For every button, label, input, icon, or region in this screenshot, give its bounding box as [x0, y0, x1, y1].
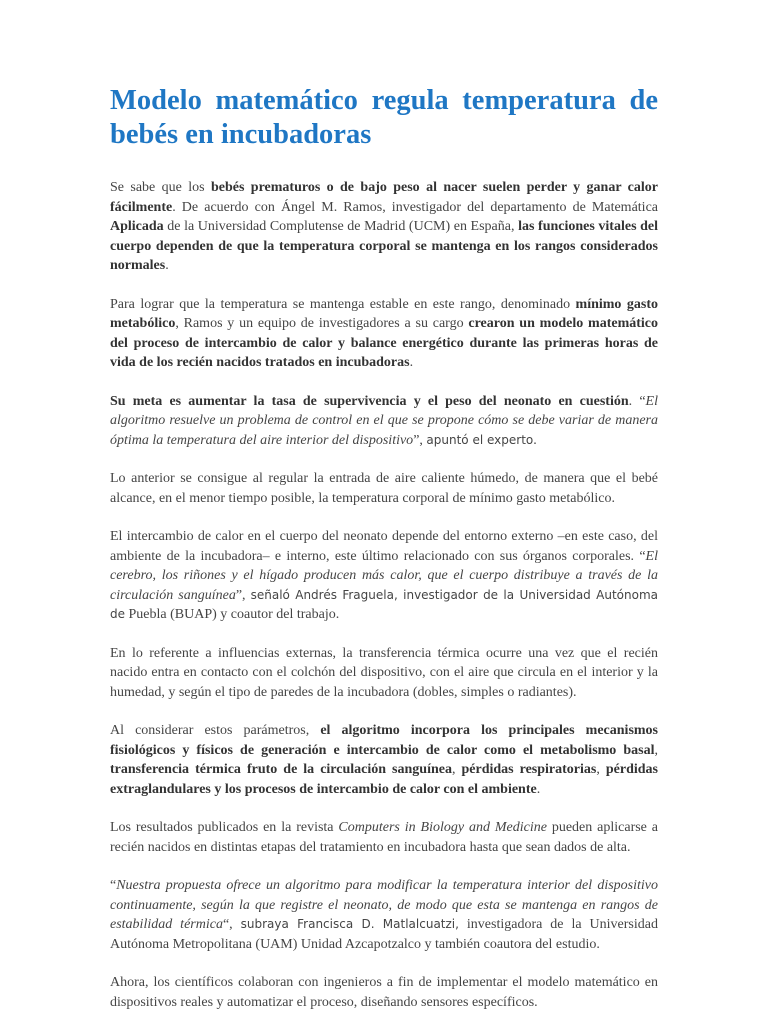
paragraph-1 [110, 178, 658, 276]
paragraph-3 [110, 392, 658, 451]
bold-text: pérdidas extraglandulares y los procesos de intercambio de calor con el ambiente [110, 762, 658, 797]
text: . [409, 355, 414, 370]
paragraph-10: Ahora, los científicos colaboran con ingenieros a fin de implementar el modelo matemático en dispositivos reales y automatizar el proceso, diseñando sensores específicos. [110, 975, 658, 1010]
bold-text: transferencia térmica fruto de la circulación sanguínea [110, 762, 452, 777]
text: de la Universidad Complutense de Madrid (UCM) en España, [163, 219, 519, 234]
text: ”, [235, 587, 251, 603]
text: Puebla (BUAP) y coautor del trabajo. [125, 607, 340, 622]
bold-text: las funciones vitales del cuerpo dependen de que la temperatura corporal se mantenga en los rangos considerados normales [110, 219, 659, 273]
bold-text: crearon un modelo matemático del proceso de intercambio de calor y balance energético durante las primeras horas de vida de los recién nacidos tratados en incubadoras [110, 316, 658, 370]
quote: El algoritmo resuelve un problema de control en el que se propone cómo se debe variar de manera óptima la temperatura del aire interior del dispositivo [110, 393, 658, 448]
text: . [165, 258, 169, 273]
paragraph-4: Lo anterior se consigue al regular la entrada de aire caliente húmedo, de manera que el bebé alcance, en el menor tiempo posible, la temperatura corporal de mínimo gasto metabólico. [110, 471, 658, 506]
paragraph-8 [110, 818, 658, 857]
paragraph-9 [110, 876, 658, 954]
text: Se sabe que los [110, 180, 211, 195]
text: Para lograr que la temperatura se mantenga estable en este rango, denominado [110, 296, 576, 312]
text: Los resultados publicados en la revista [110, 820, 339, 835]
journal-title: Computers in Biology and Medicine [338, 820, 547, 835]
text: . De acuerdo con Ángel M. Ramos, investigador del departamento de Matemática [172, 199, 658, 215]
text: pueden aplicarse a recién nacidos en distintas etapas del tratamiento en incubadora hasta que sean dados de alta. [110, 820, 658, 855]
text: . [536, 781, 541, 797]
text: , Ramos y un equipo de investigadores a su cargo [175, 316, 469, 331]
bold-text: mínimo gasto metabólico [110, 296, 659, 331]
bold-text: Aplicada [110, 219, 164, 234]
quote: El cerebro, los riñones y el hígado producen más calor, que el cuerpo distribuye a través de la circulación sanguínea [110, 548, 658, 603]
text: apuntó el experto [426, 432, 534, 447]
text: , [596, 762, 606, 777]
text: señaló Andrés Fraguela, investigador de la Universidad Autónoma de [110, 587, 658, 621]
text: , [451, 762, 462, 777]
paragraph-2 [110, 295, 658, 373]
paragraph-5 [110, 527, 658, 625]
paragraph-6: En lo referente a influencias externas, la transferencia térmica ocurre una vez que el recién nacido entra en contacto con el colchón del dispositivo, con el aire que circula en el interior y la humedad, y según el tipo de paredes de la incubadora (dobles, simples o radiantes). [110, 645, 658, 700]
bold-text: bebés prematuros o de bajo peso al nacer suelen perder y ganar calor fácilmente [110, 180, 658, 215]
bold-text: pérdidas respiratorias [461, 762, 597, 777]
text: . “ [628, 393, 646, 409]
bold-text: Su meta es aumentar la tasa de supervivencia y el peso del neonato en cuestión [110, 393, 629, 409]
text: investigadora de la Universidad Autónoma Metropolitana (UAM) Unidad Azcapotzalco y también coautora del estudio. [110, 917, 658, 952]
text: El intercambio de calor en el cuerpo del neonato depende del entorno externo –en este caso, del ambiente de la incubadora– e interno, este último relacionado con sus órganos corporales. “ [110, 529, 658, 564]
paragraph-7 [110, 721, 658, 799]
article-title: Modelo matemático regula temperatura de bebés en incubadoras [110, 85, 658, 150]
bold-text: el algoritmo incorpora los principales mecanismos fisiológicos y físicos de generación e intercambio de calor como el metabolismo basal [110, 723, 658, 758]
text: , [654, 742, 658, 758]
text: subraya Francisca D. Matlalcuatzi, [240, 917, 459, 931]
text: ”, [413, 432, 427, 448]
text: Al considerar estos parámetros, [110, 723, 321, 738]
text: “, [222, 917, 241, 932]
quote: Nuestra propuesta ofrece un algoritmo para modificar la temperatura interior del dispositivo continuamente, según la que registre el neonato, de modo que esta se mantenga en rangos de estabilidad térmica [110, 878, 658, 932]
text: “ [110, 878, 117, 893]
text: . [533, 432, 537, 448]
